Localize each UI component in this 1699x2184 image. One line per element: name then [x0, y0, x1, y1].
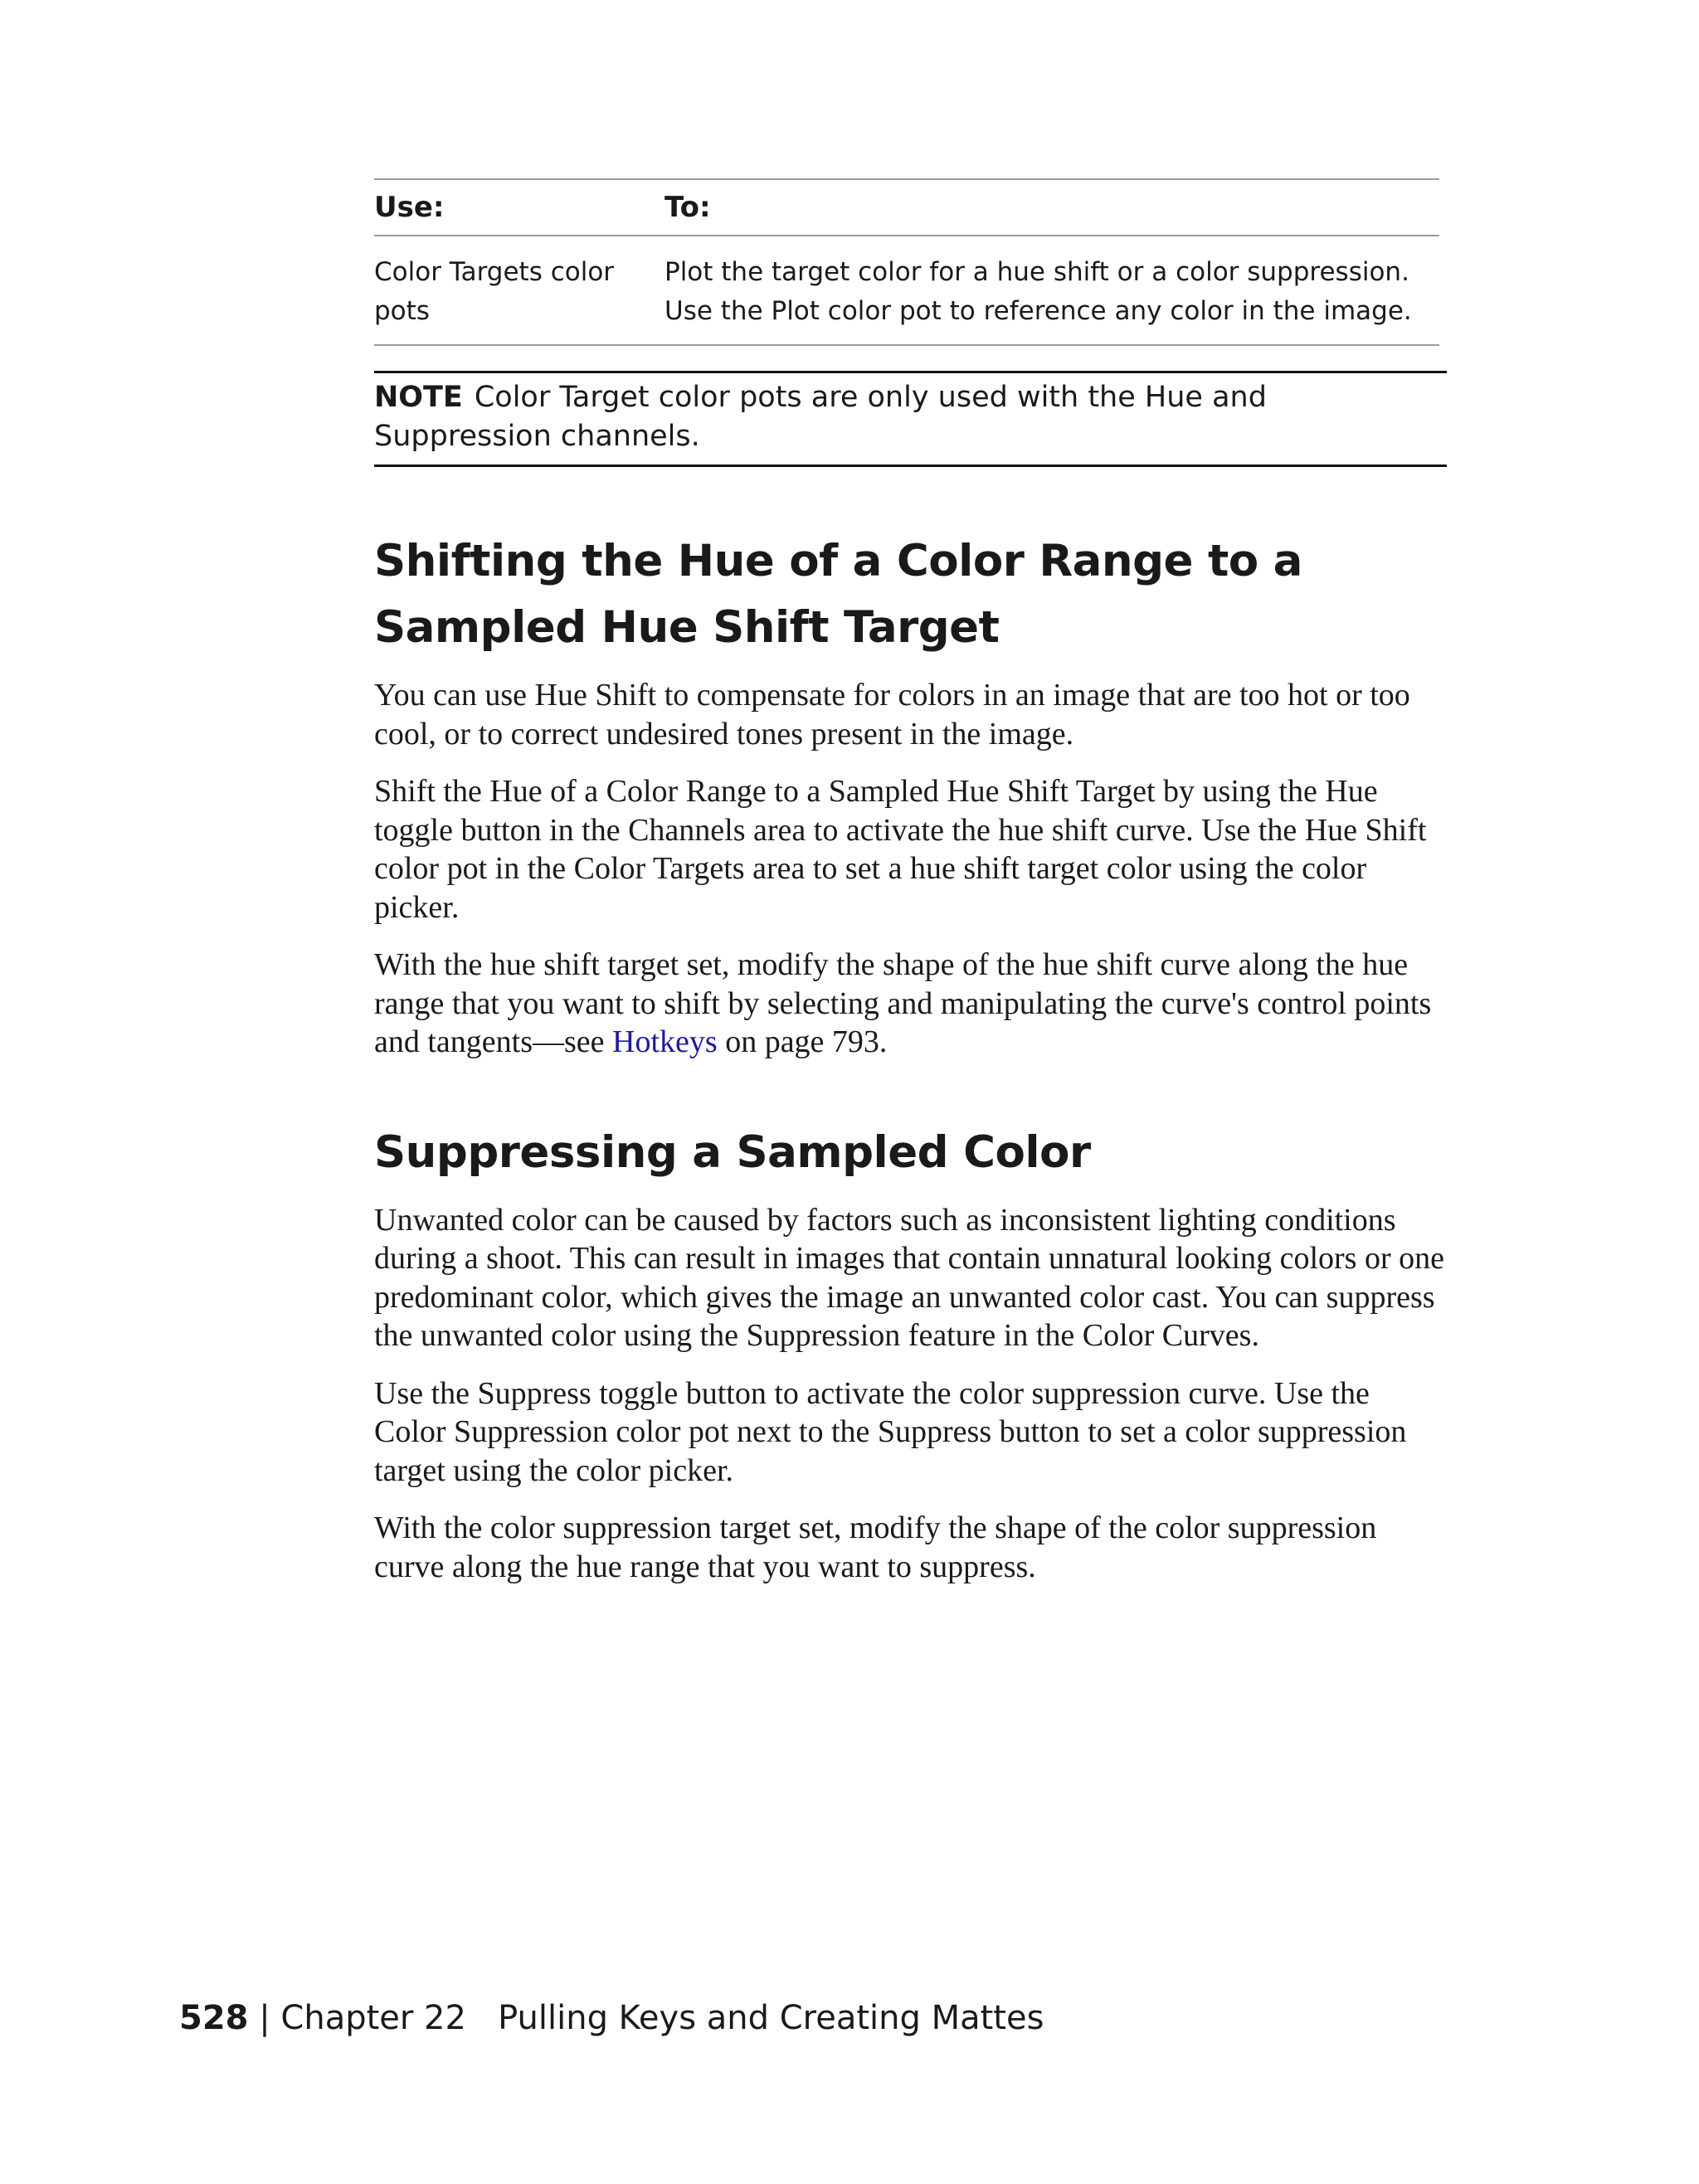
hue-shift-paragraph-3-tail: on page 793. [717, 1024, 888, 1059]
footer-chapter-title: Pulling Keys and Creating Mattes [498, 1999, 1044, 2037]
page-content [374, 178, 1447, 1586]
note-text: Color Target color pots are only used with the Hue and Suppression channels. [374, 381, 1267, 453]
page-number: 528 [179, 1999, 249, 2037]
hue-shift-paragraph-1: You can use Hue Shift to compensate for colors in an image that are too hot or too cool, or to correct undesired tones present in the image. [374, 678, 1410, 752]
hue-shift-paragraph-3 [374, 946, 1447, 1062]
note-label: NOTE [374, 381, 463, 414]
table-header-to: To: [665, 179, 1439, 236]
section-heading-suppress: Suppressing a Sampled Color [374, 1126, 1091, 1178]
table-row [374, 236, 1439, 345]
hue-shift-paragraph-3-text: With the hue shift target set, modify the shape of the hue shift curve along the hue range that you want to shift by selecting and manipulating the curve's control points and tangents—see [374, 947, 1432, 1059]
table-header-row [374, 179, 1439, 236]
note-box [374, 371, 1447, 467]
suppress-paragraph-2: Use the Suppress toggle button to activate the color suppression curve. Use the Color Suppression color pot next to the Suppress button to set a color suppression target using the color picker. [374, 1375, 1407, 1488]
hotkeys-link[interactable]: Hotkeys [612, 1024, 718, 1059]
footer-separator: | [248, 1999, 281, 2037]
table-cell-use: Color Targets color pots [374, 236, 665, 345]
suppress-paragraph-3: With the color suppression target set, modify the shape of the color suppression curve along the hue range that you want to suppress. [374, 1510, 1377, 1584]
table-cell-to: Plot the target color for a hue shift or a color suppression. Use the Plot color pot to reference any color in the image. [665, 236, 1439, 345]
suppress-paragraph-1: Unwanted color can be caused by factors such as inconsistent lighting conditions during a shoot. This can result in images that contain unnatural looking colors or one predominant color, which gives the image an unwanted color cast. You can suppress the unwanted color using the Suppression feature in the Color Curves. [374, 1202, 1444, 1353]
footer-chapter: Chapter 22 [280, 1999, 466, 2037]
reference-table [374, 178, 1439, 346]
page-footer [179, 1995, 1044, 2041]
section-heading-hue-shift: Shifting the Hue of a Color Range to a Sampled Hue Shift Target [374, 536, 1302, 653]
hue-shift-paragraph-2: Shift the Hue of a Color Range to a Sampled Hue Shift Target by using the Hue toggle button in the Channels area to activate the hue shift curve. Use the Hue Shift color pot in the Color Targets area to set a hue shift target color using the color picker. [374, 774, 1427, 925]
table-header-use: Use: [374, 179, 665, 236]
